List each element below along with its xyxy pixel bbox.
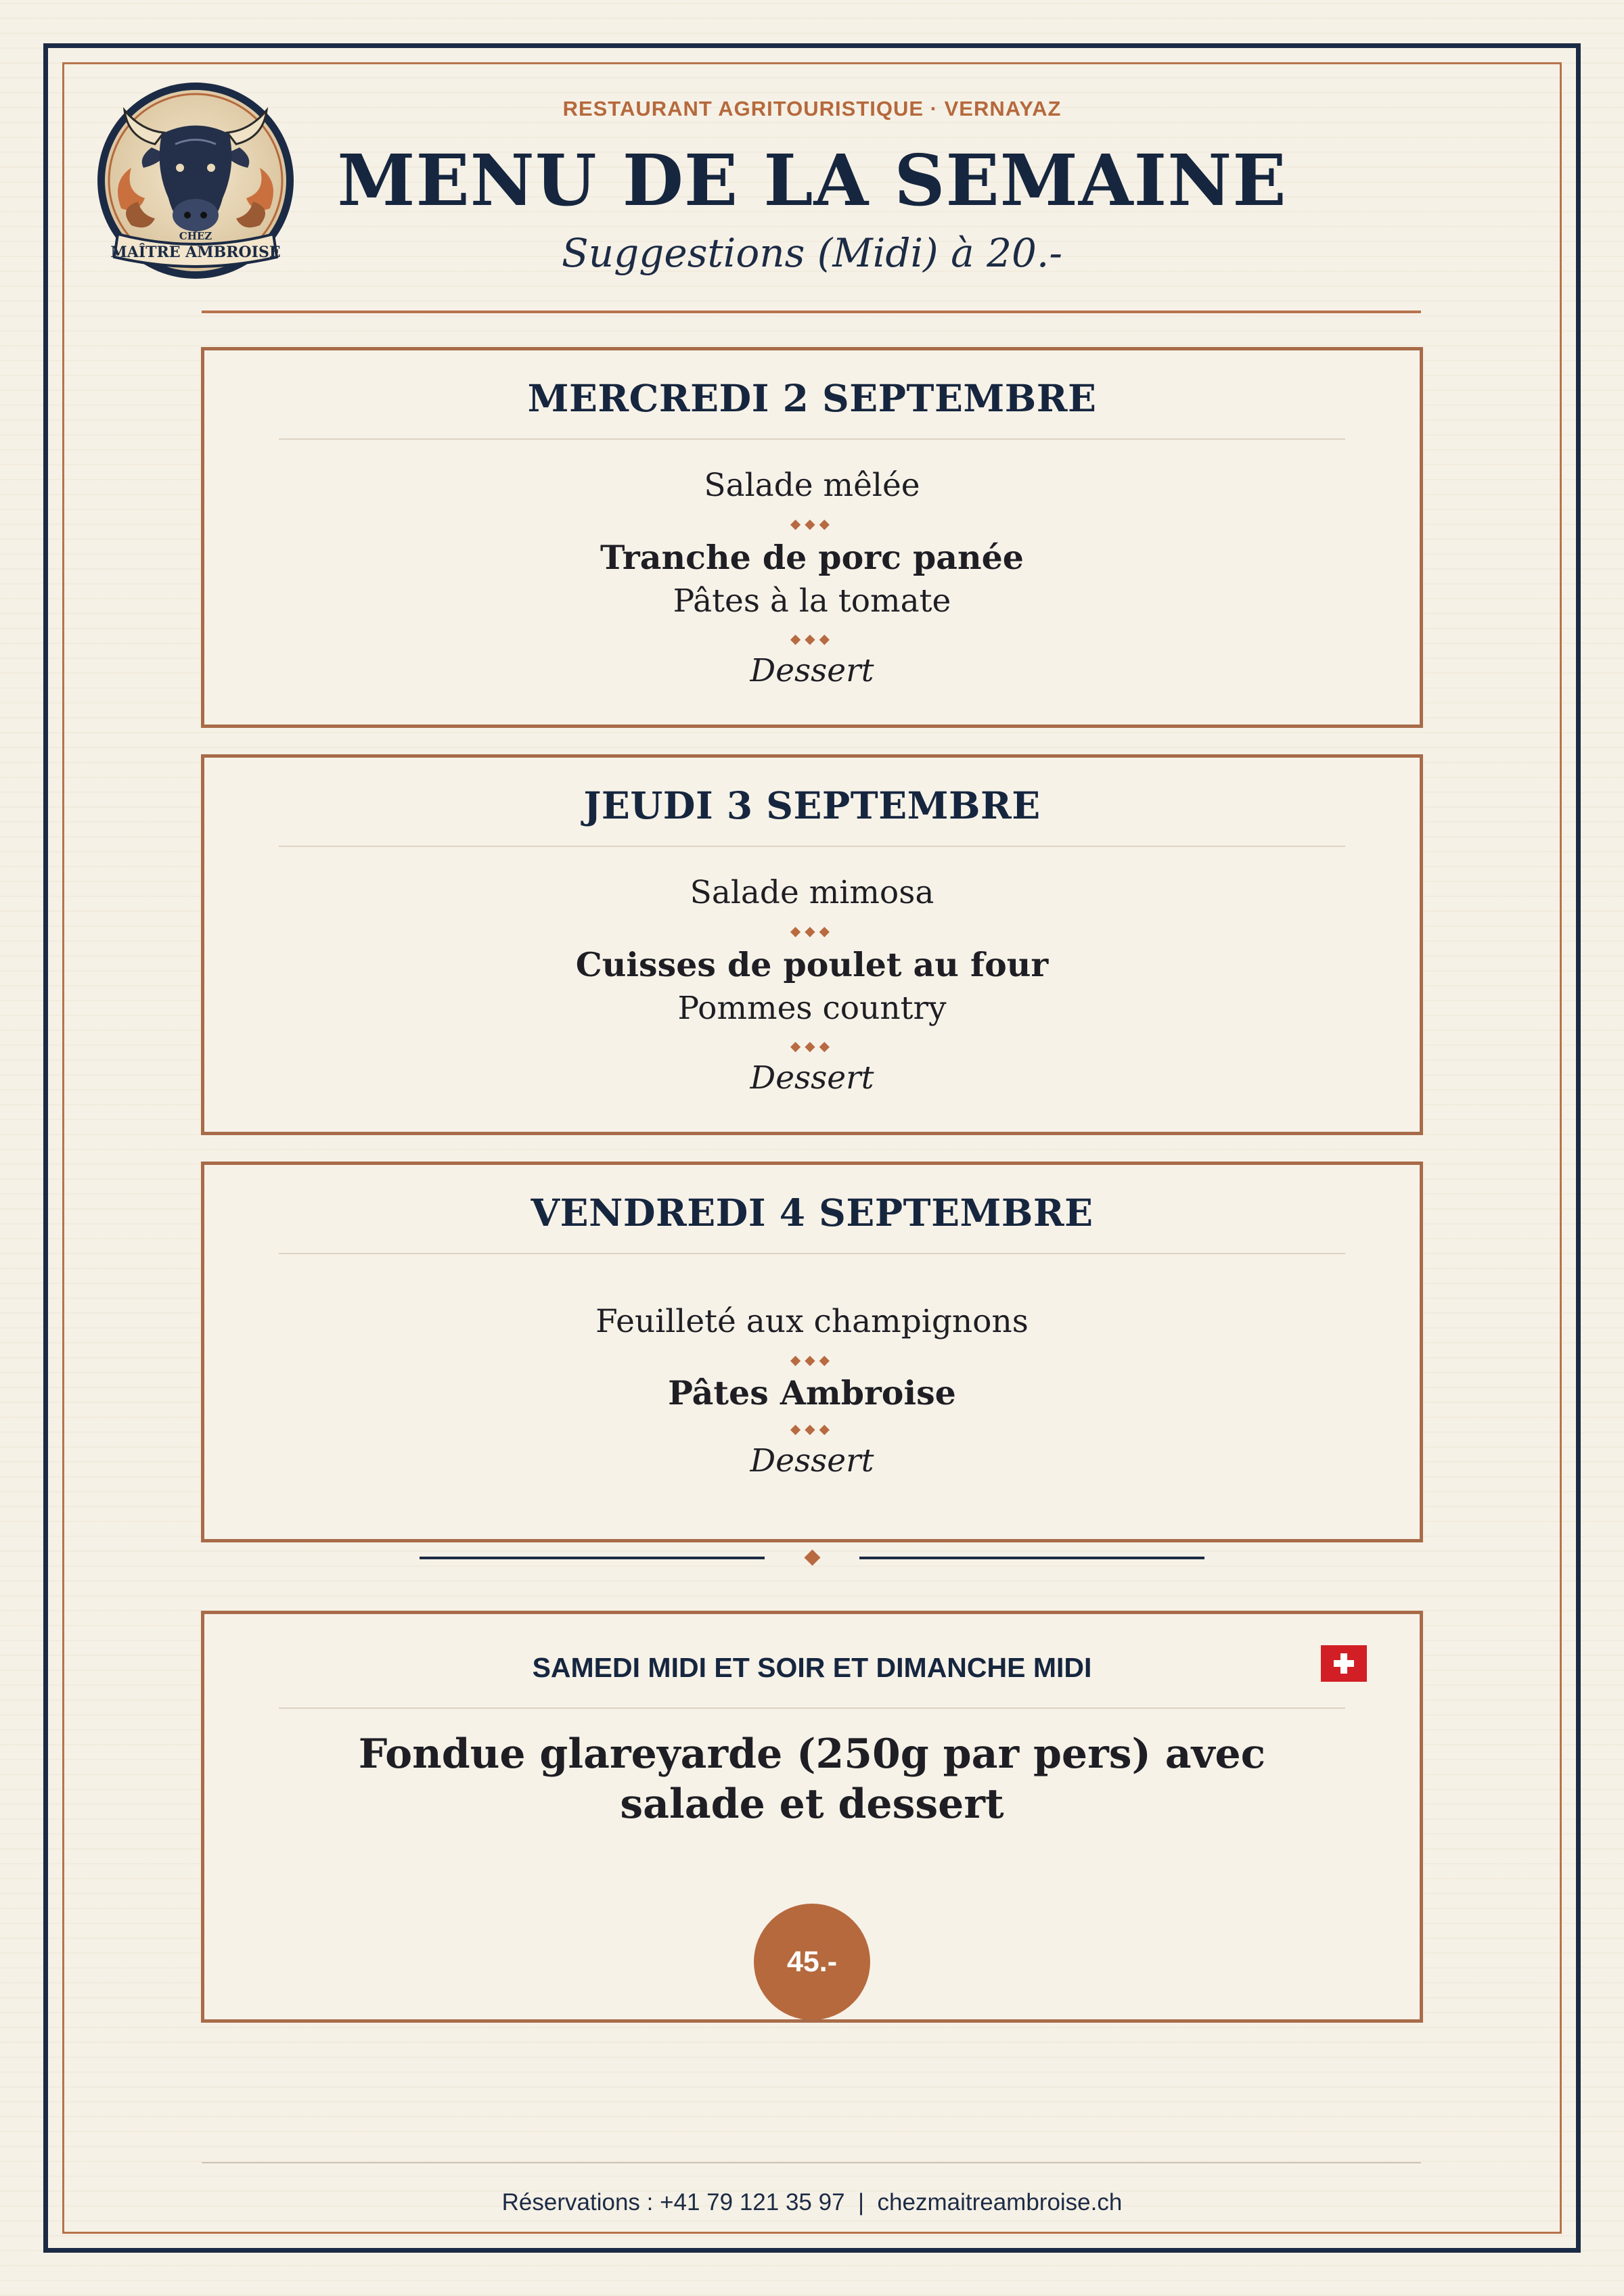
day-card-thursday (201, 754, 1423, 1135)
page-title: MENU DE LA SEMAINE (337, 139, 1287, 222)
ornament-line-left (420, 1557, 765, 1559)
day-title: MERCREDI 2 SEPTEMBRE (527, 376, 1097, 420)
day-title: JEUDI 3 SEPTEMBRE (583, 783, 1041, 827)
day-card-friday (201, 1162, 1423, 1542)
dessert-dish: Dessert (750, 1059, 874, 1097)
day-divider (279, 1253, 1345, 1254)
page-subtitle: Suggestions (Midi) à 20.- (562, 230, 1062, 276)
header-kicker: RESTAURANT AGRITOURISTIQUE · VERNAYAZ (562, 97, 1062, 120)
diamond-separator-icon: ◆◆◆ (790, 1352, 834, 1368)
day-divider (279, 438, 1345, 440)
ornament-line-right (859, 1557, 1204, 1559)
logo-name: MAÎTRE AMBROISE (110, 244, 281, 261)
starter-dish: Salade mêlée (704, 467, 920, 504)
footer-contact: Réservations : +41 79 121 35 97 | chezmaitreambroise.ch (501, 2189, 1123, 2215)
starter-dish: Salade mimosa (690, 874, 934, 911)
weekend-divider (279, 1707, 1345, 1709)
main-dish: Pâtes Ambroise (668, 1373, 956, 1413)
diamond-separator-icon: ◆◆◆ (790, 515, 834, 532)
swiss-flag-icon (1321, 1645, 1367, 1682)
weekend-dish: Fondue glareyarde (250g par pers) avec salade et dessert (358, 1730, 1266, 1828)
side-dish: Pâtes à la tomate (673, 582, 951, 620)
diamond-separator-icon: ◆◆◆ (790, 1038, 834, 1054)
price-badge: 45.- (754, 1904, 870, 2020)
day-divider (279, 846, 1345, 847)
weekend-card (201, 1611, 1423, 2023)
header-divider (202, 311, 1421, 313)
logo-top-text: CHEZ (179, 230, 212, 242)
dessert-dish: Dessert (750, 652, 874, 689)
starter-dish: Feuilleté aux champignons (595, 1303, 1029, 1340)
dessert-dish: Dessert (750, 1442, 874, 1479)
diamond-separator-icon: ◆◆◆ (790, 1421, 834, 1437)
day-title: VENDREDI 4 SEPTEMBRE (531, 1191, 1093, 1235)
main-dish: Cuisses de poulet au four (575, 945, 1049, 984)
diamond-separator-icon: ◆◆◆ (790, 630, 834, 647)
side-dish: Pommes country (677, 990, 947, 1027)
main-dish: Tranche de porc panée (600, 538, 1024, 577)
diamond-separator-icon: ◆◆◆ (790, 923, 834, 939)
weekend-title: SAMEDI MIDI ET SOIR ET DIMANCHE MIDI (532, 1652, 1092, 1683)
footer-divider (202, 2162, 1421, 2163)
day-card-wednesday (201, 347, 1423, 728)
